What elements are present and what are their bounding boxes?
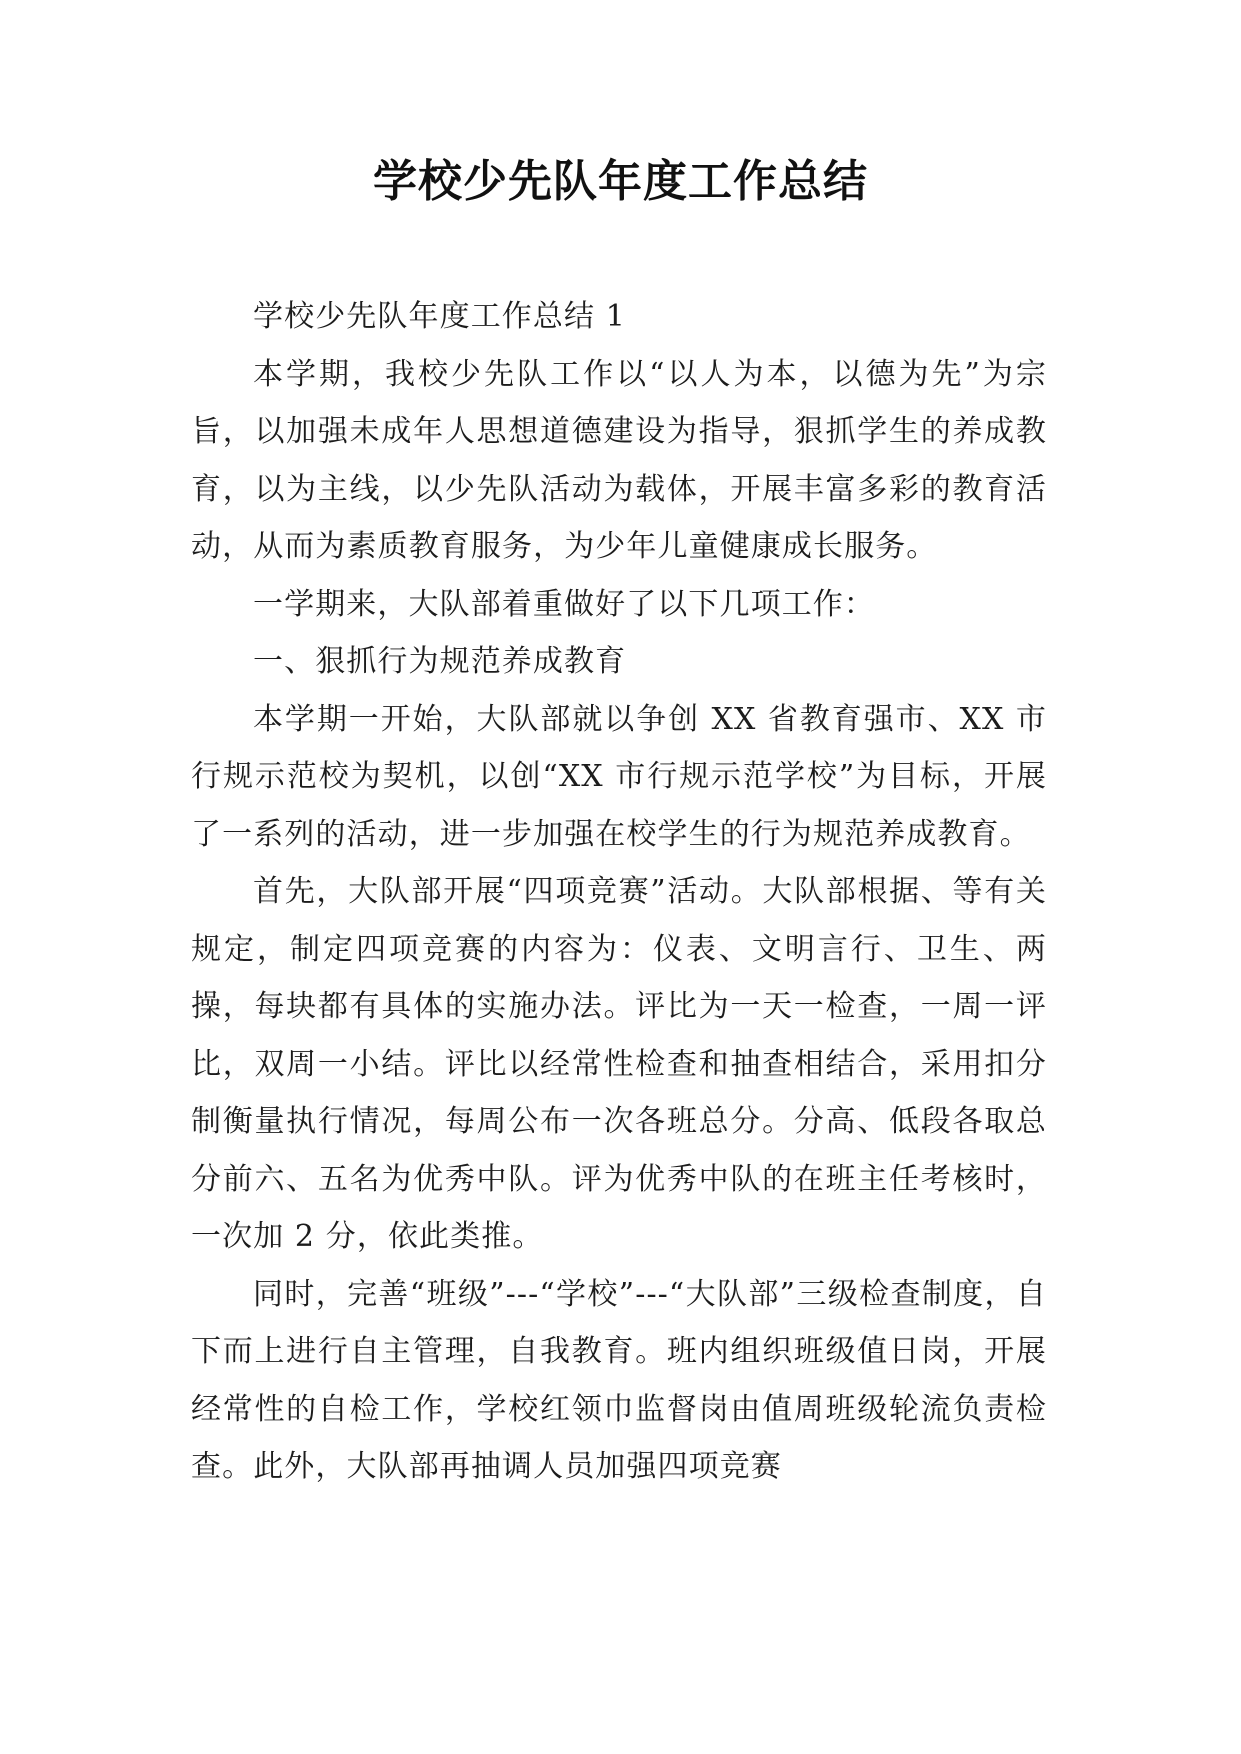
document-title: 学校少先队年度工作总结 — [373, 156, 868, 207]
body-paragraph: 本学期，我校少先队工作以“以人为本，以德为先”为宗旨，以加强未成年人思想道德建设为指导，狠抓学生的养成教育，以为主线，以少先队活动为载体，开展丰富多彩的教育活动，从而为素质教育服务，为少年儿童健康成长服务。 — [191, 356, 1047, 564]
body-paragraph: 本学期一开始，大队部就以争创 XX 省教育强市、XX 市行规示范校为契机，以创“XX 市行规示范学校”为目标，开展了一系列的活动，进一步加强在校学生的行为规范养成教育。 — [191, 701, 1047, 852]
body-paragraph: 同时，完善“班级”---“学校”---“大队部”三级检查制度，自下而上进行自主管理，自我教育。班内组织班级值日岗，开展经常性的自检工作，学校红领巾监督岗由值周班级轮流负责检查。此外，大队部再抽调人员加强四项竞赛 — [191, 1276, 1047, 1484]
document-body — [191, 288, 1047, 1496]
subtitle-paragraph: 学校少先队年度工作总结 1 — [253, 299, 626, 334]
body-paragraph: 首先，大队部开展“四项竞赛”活动。大队部根据、等有关规定，制定四项竞赛的内容为：仪表、文明言行、卫生、两操，每块都有具体的实施办法。评比为一天一检查，一周一评比，双周一小结。评比以经常性检查和抽查相结合，采用扣分制衡量执行情况，每周公布一次各班总分。分高、低段各取总分前六、五名为优秀中队。评为优秀中队的在班主任考核时，一次加 2 分，依此类推。 — [191, 874, 1047, 1254]
section-heading: 一、狠抓行为规范养成教育 — [253, 644, 627, 679]
body-paragraph: 一学期来，大队部着重做好了以下几项工作： — [253, 586, 875, 622]
